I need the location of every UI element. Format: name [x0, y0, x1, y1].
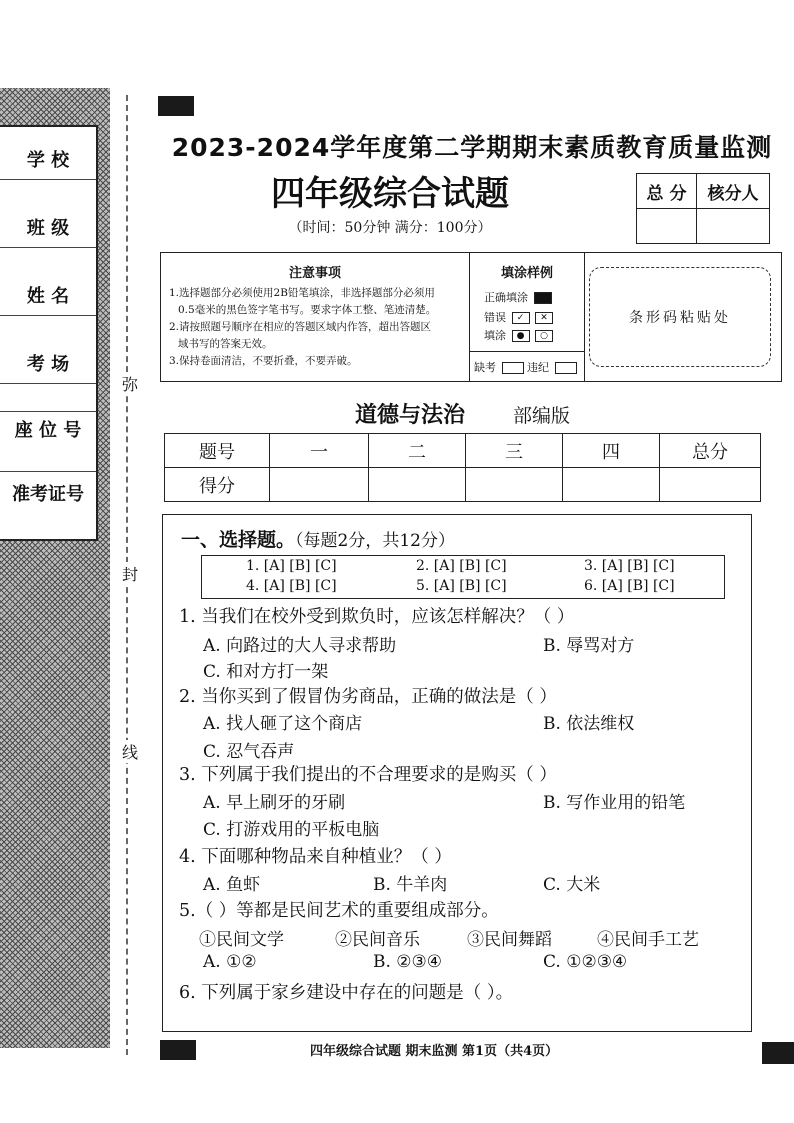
grade-header-cell: 题号 — [165, 434, 270, 468]
fill-correct-label: 正确填涂 — [484, 291, 528, 304]
question-1-option-b[interactable]: B. 辱骂对方 — [543, 636, 635, 656]
answer-bubble-row[interactable]: 2. [A] [B] [C] — [416, 558, 507, 574]
info-label-name: 姓 名 — [26, 286, 70, 307]
grade-header-cell: 三 — [466, 434, 563, 468]
section-1-points: （每题2分，共12分） — [295, 531, 455, 551]
seal-char-3: 线 — [119, 740, 141, 763]
filled-box-icon — [534, 292, 552, 304]
score-cell[interactable] — [563, 468, 660, 502]
question-4-option-a[interactable]: A. 鱼虾 — [203, 875, 261, 895]
answer-bubble-row[interactable]: 1. [A] [B] [C] — [246, 558, 337, 574]
score-cell[interactable] — [660, 468, 761, 502]
section-1-title: 一、选择题。 — [181, 529, 296, 551]
question-4-option-b[interactable]: B. 牛羊肉 — [373, 875, 448, 895]
info-label-ticket: 准考证号 — [12, 484, 84, 505]
question-5-item: ①民间文学 — [199, 930, 284, 950]
checker-cell[interactable] — [697, 209, 770, 244]
fill-sample-section — [470, 253, 585, 381]
question-5-item: ②民间音乐 — [335, 930, 420, 950]
question-5-item: ④民间手工艺 — [597, 930, 699, 950]
question-2-option-b[interactable]: B. 依法维权 — [543, 714, 635, 734]
grade-header-row — [165, 434, 761, 468]
info-label-room: 考 场 — [26, 354, 70, 375]
answer-bubble-row[interactable]: 3. [A] [B] [C] — [584, 558, 675, 574]
violation-box[interactable] — [555, 362, 577, 374]
grade-header-cell: 二 — [369, 434, 466, 468]
paper-subtitle: 四年级综合试题 — [271, 174, 509, 214]
instructions-panel — [160, 252, 782, 382]
question-4-stem: 4. 下面哪种物品来自种植业？（ ） — [179, 847, 452, 867]
info-label-school: 学 校 — [26, 150, 70, 171]
total-score-cell[interactable] — [637, 209, 697, 244]
grade-row-label: 得分 — [165, 468, 270, 502]
dot-mark-icon: ● — [512, 330, 530, 342]
seal-char-1: 弥 — [119, 372, 141, 395]
score-cell[interactable] — [270, 468, 369, 502]
notice-line: 3.保持卷面清洁，不要折叠，不要弄破。 — [169, 355, 358, 367]
question-5-stem: 5.（ ）等都是民间艺术的重要组成部分。 — [179, 901, 499, 921]
grade-table — [164, 433, 761, 502]
violation-label: 违纪 — [527, 361, 549, 374]
page-footer: 四年级综合试题 期末监测 第1页（共4页） — [310, 1044, 559, 1059]
answer-sheet-grid — [201, 555, 725, 599]
grade-score-row — [165, 468, 761, 502]
question-2-stem: 2. 当你买到了假冒伪劣商品，正确的做法是（ ） — [179, 687, 557, 707]
score-cell[interactable] — [369, 468, 466, 502]
question-1-option-c[interactable]: C. 和对方打一架 — [203, 662, 329, 682]
fill-fill-label: 填涂 — [484, 329, 506, 342]
question-5-option-c[interactable]: C. ①②③④ — [543, 952, 628, 972]
edition-label: 部编版 — [513, 405, 571, 427]
section-1-box — [162, 514, 752, 1032]
info-label-class: 班 级 — [26, 218, 70, 239]
question-5-item: ③民间舞蹈 — [467, 930, 552, 950]
total-score-box — [636, 173, 770, 244]
question-3-option-c[interactable]: C. 打游戏用的平板电脑 — [203, 820, 380, 840]
absent-label: 缺考 — [474, 361, 496, 374]
question-5-option-a[interactable]: A. ①② — [203, 952, 257, 972]
question-4-option-c[interactable]: C. 大米 — [543, 875, 601, 895]
answer-bubble-row[interactable]: 6. [A] [B] [C] — [584, 578, 675, 594]
section-1-heading — [181, 525, 455, 552]
grade-header-cell: 总分 — [660, 434, 761, 468]
registration-mark-bottom-right — [762, 1042, 794, 1064]
fill-sample-title: 填涂样例 — [500, 266, 553, 281]
cross-mark-icon: ✕ — [535, 312, 553, 324]
notice-line: 域书写的答案无效。 — [178, 338, 273, 350]
grade-header-cell: 一 — [270, 434, 369, 468]
notice-section — [161, 253, 470, 381]
barcode-area: 条形码粘贴处 — [589, 267, 771, 367]
checker-label: 核分人 — [697, 174, 770, 209]
time-info: （时间：50分钟 满分：100分） — [288, 220, 492, 236]
question-2-option-a[interactable]: A. 找人砸了这个商店 — [203, 714, 363, 734]
answer-bubble-row[interactable]: 4. [A] [B] [C] — [246, 578, 337, 594]
registration-mark-bottom-left — [160, 1040, 196, 1060]
absent-box[interactable] — [502, 362, 524, 374]
registration-mark-top — [158, 96, 194, 116]
question-3-option-b[interactable]: B. 写作业用的铅笔 — [543, 793, 686, 813]
question-6-stem: 6. 下列属于家乡建设中存在的问题是（ ）。 — [179, 983, 514, 1003]
check-mark-icon: ✓ — [512, 312, 530, 324]
question-2-option-c[interactable]: C. 忍气吞声 — [203, 742, 295, 762]
notice-line: 1.选择题部分必须使用2B铅笔填涂，非选择题部分必须用 — [169, 287, 435, 299]
subject-title: 道德与法治 — [355, 403, 466, 428]
notice-title: 注意事项 — [288, 266, 341, 281]
total-score-label: 总 分 — [637, 174, 697, 209]
question-5-option-b[interactable]: B. ②③④ — [373, 952, 443, 972]
question-1-stem: 1. 当我们在校外受到欺负时，应该怎样解决？（ ） — [179, 607, 575, 627]
info-label-seat: 座 位 号 — [14, 420, 82, 441]
student-info-box — [0, 125, 98, 541]
grade-header-cell: 四 — [563, 434, 660, 468]
question-3-option-a[interactable]: A. 早上刷牙的牙刷 — [203, 793, 346, 813]
question-1-option-a[interactable]: A. 向路过的大人寻求帮助 — [203, 636, 397, 656]
fill-wrong-label: 错误 — [484, 311, 506, 324]
answer-bubble-row[interactable]: 5. [A] [B] [C] — [416, 578, 507, 594]
notice-line: 2.请按照题号顺序在相应的答题区域内作答，超出答题区 — [169, 321, 432, 333]
seal-char-2: 封 — [119, 562, 141, 585]
exam-title: 2023-2024学年度第二学期期末素质教育质量监测 — [171, 133, 773, 162]
score-cell[interactable] — [466, 468, 563, 502]
question-3-stem: 3. 下列属于我们提出的不合理要求的是购买（ ） — [179, 765, 557, 785]
circle-mark-icon: ○ — [535, 330, 553, 342]
notice-line: 0.5毫米的黑色签字笔书写。要求字体工整、笔迹清楚。 — [178, 304, 437, 316]
